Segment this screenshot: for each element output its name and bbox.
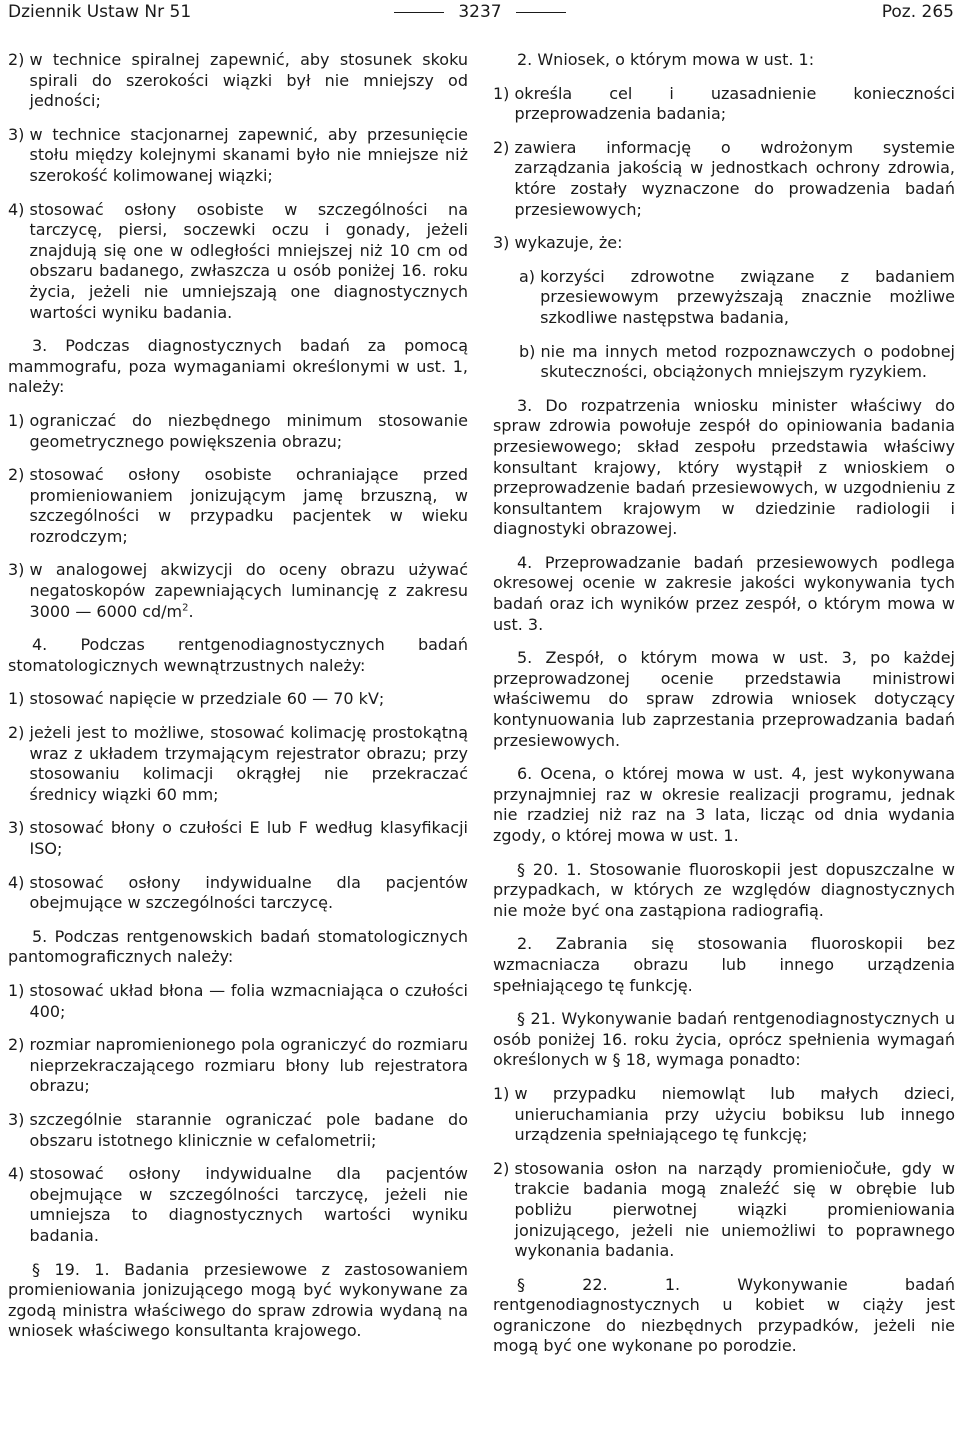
rule-left [394,12,444,13]
item-text [515,233,955,254]
page-header [0,0,960,30]
item-text-body: jeżeli jest to możliwe, stosować kolimację prostokątną wraz z układem trzymającym rejestrator obrazu; przy stosowaniu kolimacji okrągłej nie przekraczać średnicy wiązki 60 mm; [29,723,468,804]
item-number: 1) [8,410,30,430]
item-text [30,411,468,452]
item-number: 3) [8,1109,30,1129]
item-number: 3) [8,560,30,580]
paragraph: 2. Wniosek, o którym mowa w ust. 1: [517,50,815,69]
item-text-body: ograniczać do niezbędnego minimum stosowanie geometrycznego powiększenia obrazu; [29,410,468,451]
paragraph: 4. Przeprowadzanie badań przesiewowych podlega okresowej ocenie w zakresie jakości wykonywania tych badań oraz ich wyników przez zespół, o którym mowa w ust. 3. [493,552,955,634]
paragraph: § 19. 1. Badania przesiewowe z zastosowaniem promieniowania jonizującego mogą być wykonywane za zgodą ministra właściwego do spraw zdrowia wydaną na wniosek właściwego konsultanta krajowego. [8,1259,468,1341]
item-text-body: stosować osłony indywidualne dla pacjentów obejmujące w szczególności tarczycę. [29,872,468,913]
list-item [8,411,468,452]
list-item [8,50,468,112]
item-number: 1) [8,689,30,709]
sub-list-item [493,342,955,383]
list-item [8,1110,468,1151]
item-text [30,1164,468,1246]
superscript: 2 [182,602,189,614]
position-label: Poz. 265 [881,2,954,22]
item-text-body: stosować osłony indywidualne dla pacjentów obejmujące w szczególności tarczycę, jeżeli nie umniejsza to diagnostycznych wartości wyniku badania. [29,1164,468,1245]
paragraph: 3. Do rozpatrzenia wniosku minister właściwy do spraw zdrowia powołuje zespół do opiniowania badania przesiewowego; skład zespołu przedstawia właściwy konsultant krajowy, który wystąpił z wnioskiem o przeprowadzenie badań przesiewowych, w uzgodnieniu z konsultantem krajowym w dziedzinie radiologii i diagnostyki obrazowej. [493,395,955,539]
paragraph: § 21. Wykonywanie badań rentgenodiagnostycznych u osób poniżej 16. roku życia, oprócz spełnienia wymagań określonych w § 18, wymaga ponadto: [493,1009,955,1070]
right-column [493,50,955,1370]
item-text-body: wykazuje, że: [514,233,623,253]
item-number: 2) [493,1158,515,1178]
item-number: 3) [493,233,515,253]
page-number [0,2,960,22]
item-text [30,981,468,1022]
paragraph: § 20. 1. Stosowanie fluoroskopii jest dopuszczalne w przypadkach, w których ze względów diagnostycznych nie może być ona zastąpiona radiografią. [493,859,955,920]
list-item [8,465,468,547]
list-item [8,723,468,805]
item-text-body: w technice spiralnej zapewnić, aby stosunek skoku spirali do szerokości wiązki był nie mniejszy od jedności; [29,50,468,111]
item-text-body: stosować błony o czułości E lub F według klasyfikacji ISO; [29,818,468,858]
item-text-body: stosować napięcie w przedziale 60 — 70 kV; [29,689,385,709]
item-text [30,1110,468,1151]
list-item [8,1035,468,1097]
list-item [8,125,468,187]
item-text [30,560,468,622]
item-number: 1) [8,980,30,1000]
item-text [30,818,468,859]
list-item [8,200,468,324]
journal-title: Dziennik Ustaw Nr 51 [8,2,192,22]
item-text-body: stosować osłony osobiste w szczególności na tarczycę, piersi, soczewki oczu i gonady, jeżeli znajdują się one w odległości mniejszej niż 10 cm od obszaru badanego, zwłaszcza u osób poniżej 16. roku życia, jeżeli nie umniejszają one diagnostycznych wartości wyniku badania. [29,199,468,322]
item-text [540,267,955,329]
item-text [30,125,468,187]
item-number: 4) [8,199,30,219]
paragraph: 6. Ocena, o której mowa w ust. 4, jest wykonywana przynajmniej raz w okresie realizacji programu, jednak nie rzadziej niż raz na 3 lata, licząc od dnia wydania zgody, o której mowa w ust. 1. [493,764,955,845]
item-text [30,200,468,324]
item-text [30,465,468,547]
list-item [493,1084,955,1146]
paragraph: 4. Podczas rentgenodiagnostycznych badań stomatologicznych wewnątrzustnych należy: [8,635,468,675]
list-item [8,818,468,859]
item-text-body: stosować osłony osobiste ochraniające przed promieniowaniem jonizującym jamę brzuszną, w szczególności w przypadku pacjentek w wieku rozrodczym; [29,465,468,546]
item-number: 2) [8,50,30,69]
item-text [515,84,955,125]
list-item [493,84,955,125]
item-number: a) [519,266,541,286]
item-number: 2) [8,1035,30,1055]
item-text-tail: . [188,601,194,621]
list-item [8,873,468,914]
list-item [8,1164,468,1246]
item-text [30,1035,468,1097]
item-number: b) [519,341,541,361]
item-text [30,873,468,914]
paragraph: 5. Podczas rentgenowskich badań stomatologicznych pantomograficznych należy: [8,926,468,967]
item-text [515,1084,955,1146]
item-number: 2) [8,723,30,743]
paragraph: § 22. 1. Wykonywanie badań rentgenodiagnostycznych u kobiet w ciąży jest ograniczone do niezbędnych przypadków, jeżeli nie mogą być one wykonane po porodzie. [493,1274,955,1356]
item-text-body: szczególnie starannie ograniczać pole badane do obszaru istotnego klinicznie w cefalometrii; [29,1109,468,1150]
item-number: 2) [8,465,30,485]
paragraph: 2. Zabrania się stosowania fluoroskopii bez wzmacniacza obrazu lub innego urządzenia spełniającego tę funkcję. [493,934,955,995]
item-text-body: stosowania osłon na narządy promieniočułe, gdy w trakcie badania mogą znaleźć się w obrębie lub pobliżu pierwotnej wiązki promieniowania jonizującego, jeżeli nie uniemożliwi to poprawnego wykonania badania. [514,1158,955,1261]
list-item [8,981,468,1022]
item-text-body: stosować układ błona — folia wzmacniająca o czułości 400; [29,980,468,1021]
left-column [8,50,468,1355]
paragraph: 5. Zespół, o którym mowa w ust. 3, po każdej przeprowadzonej ocenie przedstawia ministrowi właściwemu do spraw zdrowia wniosek dotyczący kontynuowania lub zaprzestania przeprowadzania badań przesiewowych. [493,648,955,750]
page-number-text: 3237 [458,2,502,22]
item-number: 4) [8,1164,30,1184]
paragraph: 3. Podczas diagnostycznych badań za pomocą mammografu, poza wymaganiami określonymi w ust. 1, należy: [8,336,468,397]
rule-right [516,12,566,13]
item-number: 1) [493,83,515,103]
sub-list-item [493,267,955,329]
list-item [8,560,468,622]
list-item [493,233,955,254]
item-text-body: w technice stacjonarnej zapewnić, aby przesunięcie stołu między kolejnymi skanami było nie mniejsze niż szerokość kolimowanej wiązki; [29,124,468,185]
item-text-body: rozmiar napromienionego pola ograniczyć do rozmiaru nieprzekraczającego rozmiaru błony lub rejestratora obrazu; [29,1035,468,1096]
list-item [8,689,468,710]
item-text-body: nie ma innych metod rozpoznawczych o podobnej skuteczności, obciążonych mniejszym ryzykiem. [540,341,955,382]
list-item [493,138,955,220]
item-text [515,1159,955,1262]
item-text-body: w analogowej akwizycji do oceny obrazu używać negatoskopów zapewniających luminancję z zakresu 3000 — 6000 cd/m [29,560,468,621]
item-number: 4) [8,872,30,892]
item-text [30,50,468,112]
item-text-body: w przypadku niemowląt lub małych dzieci, unieruchamiania przy użyciu bobiksu lub innego urządzenia spełniającego tę funkcję; [514,1083,955,1145]
item-text [540,342,955,383]
item-number: 3) [8,124,30,144]
item-text-body: korzyści zdrowotne związane z badaniem przesiewowym przewyższają znacznie możliwe szkodliwe następstwa badania, [540,266,955,327]
item-number: 3) [8,818,30,838]
item-text [30,723,468,805]
item-number: 1) [493,1083,515,1103]
item-text-body: określa cel i uzasadnienie konieczności przeprowadzenia badania; [514,83,955,124]
item-text-body: zawiera informację o wdrożonym systemie zarządzania jakością w jednostkach ochrony zdrowia, które zostały wyznaczone do prowadzenia badań przesiewowych; [514,137,955,219]
item-number: 2) [493,137,515,157]
item-text [30,689,468,710]
item-text [515,138,955,220]
list-item [493,1159,955,1262]
